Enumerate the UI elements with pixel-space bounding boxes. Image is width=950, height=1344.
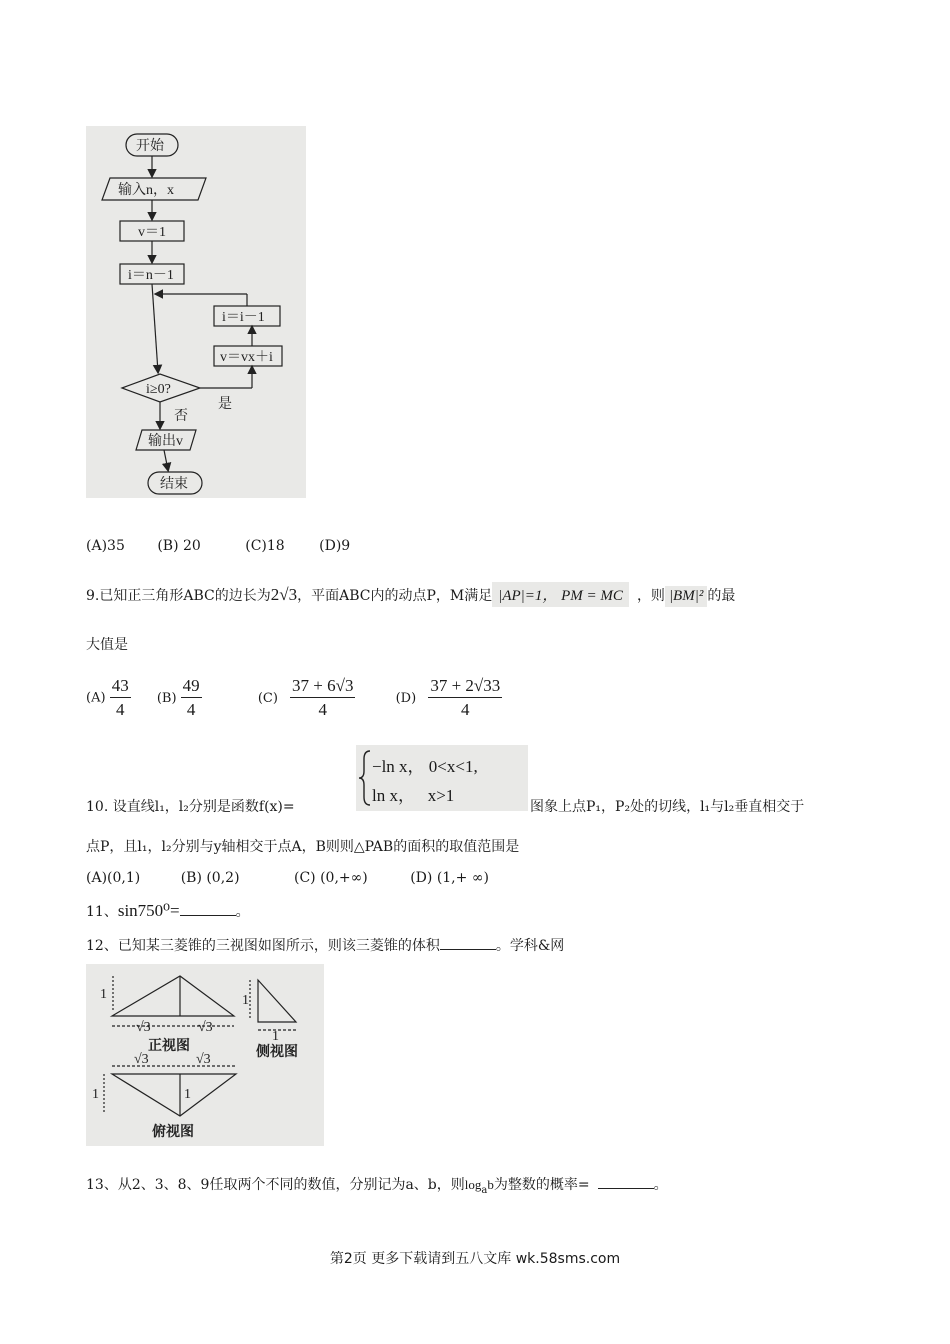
side-width-label: 1 — [272, 1029, 279, 1044]
q13-log-sub: a — [481, 1184, 488, 1196]
q9-option-b-label: (B) — [156, 690, 177, 706]
flow-i-init-label: i＝n－1 — [128, 268, 174, 283]
q10-option-c: (C) (0,+∞) — [294, 870, 368, 886]
q10-piece-2: ln x， x>1 — [372, 786, 455, 805]
top-view-label: 俯视图 — [152, 1125, 194, 1140]
q9-options — [86, 676, 502, 720]
q9-option-c-frac — [290, 676, 355, 720]
q13-text-b: 为整数的概率= — [493, 1177, 590, 1193]
q13-answer-blank[interactable] — [598, 1187, 654, 1189]
q9-line2 — [86, 634, 128, 654]
top-width-left-label: √3 — [134, 1052, 149, 1067]
q9-option-c-den: 4 — [318, 700, 327, 719]
q9-option-d-label: (D) — [395, 690, 417, 706]
q10-piecewise-image — [356, 745, 528, 811]
flow-end-label: 结束 — [160, 477, 188, 492]
q13-log: log — [464, 1177, 482, 1192]
q13-end: 。 — [653, 1177, 668, 1193]
flowchart-svg — [86, 126, 306, 498]
q10-option-a: (A)(0,1) — [86, 870, 141, 886]
q9-option-b-num: 49 — [181, 676, 202, 698]
q12-text: 12、已知某三菱锥的三视图如图所示，则该三菱锥的体积 — [86, 938, 440, 954]
q8-option-b: (B) 20 — [157, 538, 201, 554]
three-views-image — [86, 964, 324, 1146]
front-view-shape — [112, 976, 234, 1016]
q11-answer-blank[interactable] — [180, 914, 236, 916]
q11-end: 。 — [235, 904, 250, 920]
q13-text-a: 13、从2、3、8、9任取两个不同的数值，分别记为a、b，则 — [86, 1177, 465, 1193]
q10-options — [86, 870, 489, 886]
q9-option-a-num: 43 — [110, 676, 131, 698]
q9-option-b-frac — [181, 676, 202, 720]
q12-line — [86, 935, 564, 955]
q9-condition-image — [492, 582, 629, 607]
flow-v-update-label: v＝vx＋i — [220, 350, 273, 365]
q10-text-b: 图象上点P₁，P₂处的切线，l₁与l₂垂直相交于 — [530, 799, 805, 815]
q9-text-c: ，则 — [636, 588, 665, 604]
q9-text-a: 9.已知正三角形ABC的边长为 — [86, 588, 271, 604]
three-views-svg — [86, 964, 324, 1146]
flow-cond-label: i≥0? — [146, 382, 171, 397]
front-height-label: 1 — [100, 987, 107, 1002]
q12-end: 。学科&网 — [495, 938, 565, 954]
q10-text-a: 10. 设直线l₁，l₂分别是函数f(x)= — [86, 799, 295, 815]
q11-label: 11、 — [86, 904, 118, 920]
q8-option-d: (D)9 — [319, 538, 351, 554]
q9-target-text: |BM|² — [668, 588, 704, 604]
q10-line2 — [86, 836, 519, 856]
front-width-right-label: √3 — [198, 1020, 213, 1035]
q8-options — [86, 538, 350, 554]
q10-piece-1: −ln x， 0<x<1, — [372, 757, 478, 776]
front-view-label: 正视图 — [148, 1039, 190, 1054]
q11-expr: sin750⁰= — [117, 901, 180, 920]
front-width-left-label: √3 — [136, 1020, 151, 1035]
flowchart-image — [86, 126, 306, 498]
q13-log-arg: b — [487, 1177, 494, 1192]
q9-side: 2√3 — [270, 585, 298, 604]
flow-start-label: 开始 — [136, 139, 164, 154]
q9-option-a-den: 4 — [115, 700, 125, 719]
q12-answer-blank[interactable] — [440, 948, 496, 950]
footer-text: 第2页 更多下载请到五八文库 wk.58sms.com — [329, 1251, 621, 1267]
q10-option-b: (B) (0,2) — [180, 870, 240, 886]
q8-option-c: (C)18 — [245, 538, 285, 554]
q9-option-d-num: 37 + 2√33 — [428, 676, 502, 698]
q9-option-d-den: 4 — [461, 700, 470, 719]
flow-i-dec-label: i＝i－1 — [222, 310, 265, 325]
q11-line — [86, 901, 250, 921]
q10-option-d: (D) (1,+ ∞) — [410, 870, 489, 886]
flow-output-label: 输出v — [148, 434, 183, 449]
q9-text-e: 大值是 — [86, 637, 128, 653]
page-footer — [0, 1248, 950, 1268]
q8-option-a: (A)35 — [86, 538, 125, 554]
q9-line1 — [86, 582, 735, 607]
top-inner-label: 1 — [184, 1087, 191, 1102]
q9-option-c-label: (C) — [257, 690, 278, 706]
top-view-shape — [112, 1074, 236, 1116]
q9-target-image — [665, 586, 707, 607]
side-view-shape — [258, 980, 296, 1022]
q13-line — [86, 1174, 668, 1196]
q9-option-a-label: (A) — [86, 690, 106, 706]
flow-input-label: 输入n，x — [118, 183, 174, 198]
q9-option-d-frac — [428, 676, 502, 720]
side-view-label: 侧视图 — [256, 1045, 298, 1060]
q9-condition-text: |AP|=1， PM = MC — [498, 588, 623, 604]
q9-option-c-num: 37 + 6√3 — [290, 676, 355, 698]
q10-text-c: 点P，且l₁，l₂分别与y轴相交于点A，B则则△PAB的面积的取值范围是 — [86, 839, 520, 855]
q10-line1-a — [86, 796, 295, 816]
q9-text-d: 的最 — [707, 588, 736, 604]
side-height-label: 1 — [242, 993, 249, 1008]
top-width-right-label: √3 — [196, 1052, 211, 1067]
q10-line1-b — [530, 796, 804, 816]
q9-text-b: ，平面ABC内的动点P，M满足 — [297, 588, 493, 604]
q9-option-b-den: 4 — [186, 700, 196, 719]
top-depth-label: 1 — [92, 1087, 99, 1102]
flow-yes-label: 是 — [218, 397, 232, 412]
flow-no-label: 否 — [174, 409, 188, 424]
q9-option-a-frac — [110, 676, 131, 720]
flow-v-init-label: v＝1 — [138, 225, 166, 240]
